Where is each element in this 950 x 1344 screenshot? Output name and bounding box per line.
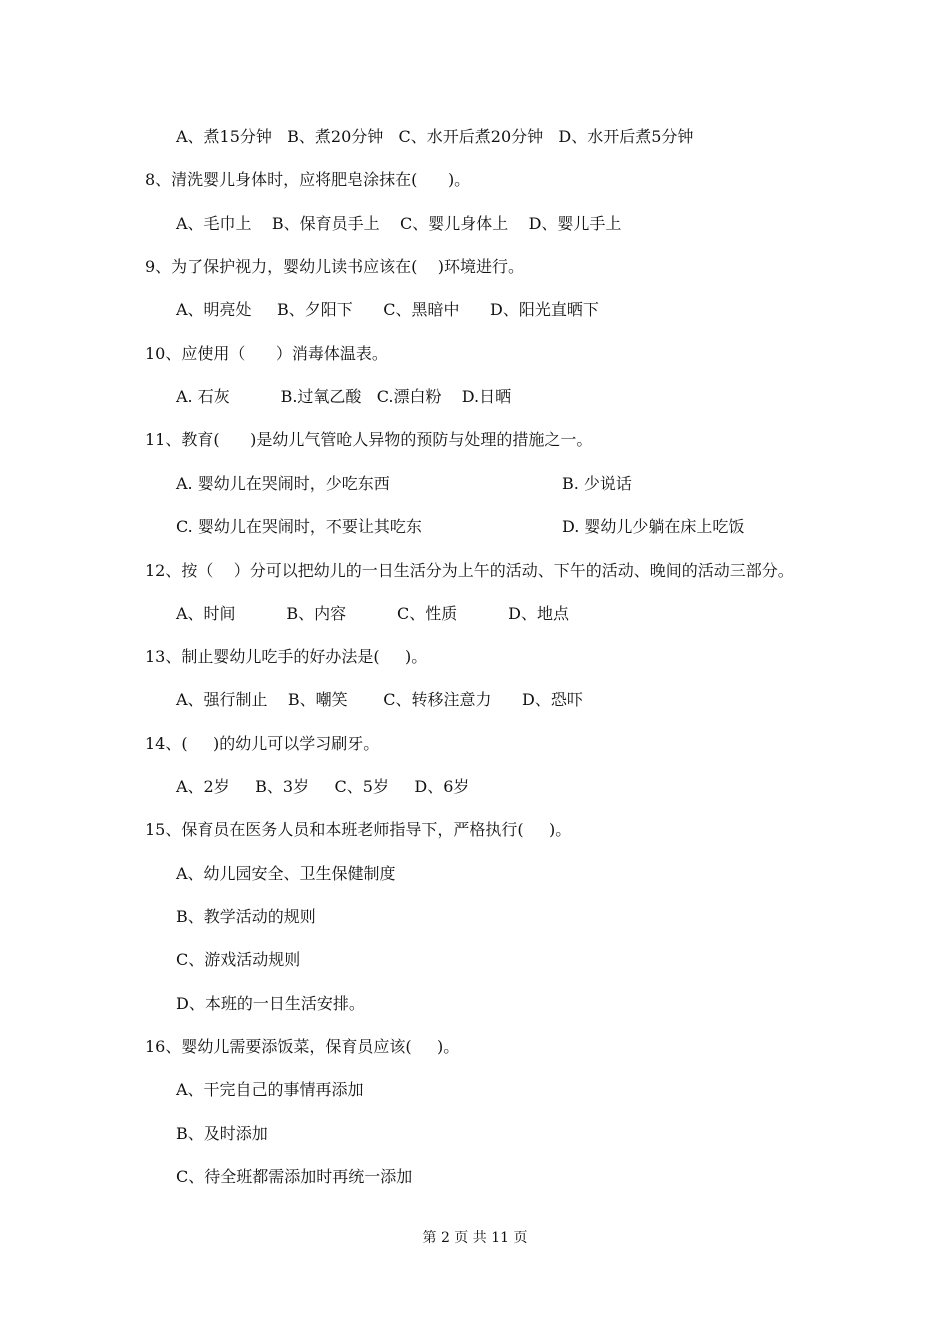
q14-options: A、2岁 B、3岁 C、5岁 D、6岁 xyxy=(176,777,470,796)
q12-text: 12、按（ ）分可以把幼儿的一日生活分为上午的活动、下午的活动、晚间的活动三部分。 xyxy=(145,561,794,580)
q16-option-a: A、干完自己的事情再添加 xyxy=(176,1080,364,1099)
q16-option-c: C、待全班都需添加时再统一添加 xyxy=(176,1167,413,1186)
q11-text: 11、教育( )是幼儿气管呛人异物的预防与处理的措施之一。 xyxy=(145,430,593,449)
q9-options: A、明亮处 B、夕阳下 C、黑暗中 D、阳光直晒下 xyxy=(176,300,599,319)
q15-text: 15、保育员在医务人员和本班老师指导下，严格执行( )。 xyxy=(145,820,572,839)
q16-text: 16、婴幼儿需要添饭菜，保育员应该( )。 xyxy=(145,1037,460,1056)
q13-options: A、强行制止 B、嘲笑 C、转移注意力 D、恐吓 xyxy=(176,690,583,709)
q10-options: A. 石灰 B.过氧乙酸 C.漂白粉 D.日晒 xyxy=(176,387,512,406)
q12-options: A、时间 B、内容 C、性质 D、地点 xyxy=(176,604,569,623)
q11-option-b: B. 少说话 xyxy=(562,474,632,493)
q11-option-a: A. 婴幼儿在哭闹时，少吃东西 xyxy=(176,474,390,493)
q16-option-b: B、及时添加 xyxy=(176,1124,268,1143)
q15-option-c: C、游戏活动规则 xyxy=(176,950,301,969)
q10-text: 10、应使用（ ）消毒体温表。 xyxy=(145,344,388,363)
q7-options: A、煮15分钟 B、煮20分钟 C、水开后煮20分钟 D、水开后煮5分钟 xyxy=(176,127,694,146)
q15-option-d: D、本班的一日生活安排。 xyxy=(176,994,365,1013)
q11-option-c: C. 婴幼儿在哭闹时，不要让其吃东 xyxy=(176,517,422,536)
q9-text: 9、为了保护视力，婴幼儿读书应该在( )环境进行。 xyxy=(145,257,525,276)
q15-option-a: A、幼儿园安全、卫生保健制度 xyxy=(176,864,396,883)
q13-text: 13、制止婴幼儿吃手的好办法是( )。 xyxy=(145,647,428,666)
q8-options: A、毛巾上 B、保育员手上 C、婴儿身体上 D、婴儿手上 xyxy=(176,214,622,233)
page-number-footer: 第 2 页 共 11 页 xyxy=(422,1230,528,1246)
q14-text: 14、( )的幼儿可以学习刷牙。 xyxy=(145,734,380,753)
q15-option-b: B、教学活动的规则 xyxy=(176,907,316,926)
q8-text: 8、清洗婴儿身体时，应将肥皂涂抹在( )。 xyxy=(145,170,471,189)
q11-option-d: D. 婴幼儿少躺在床上吃饭 xyxy=(562,517,745,536)
